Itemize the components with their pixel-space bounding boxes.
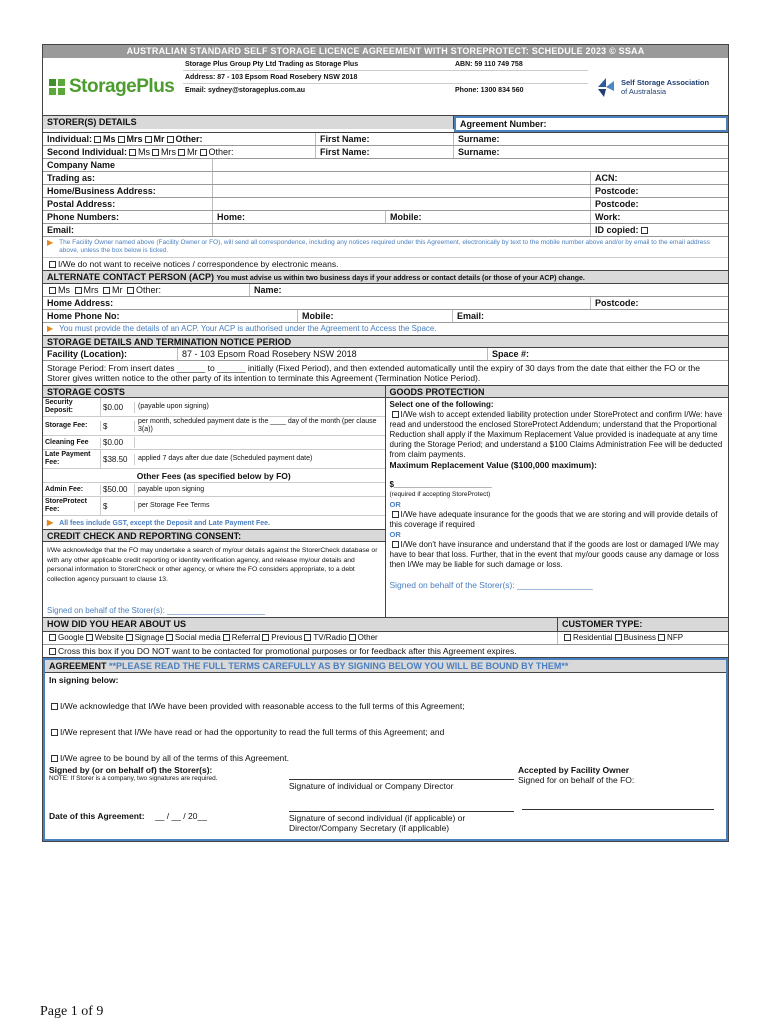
home-phone-field[interactable]: Home: <box>213 211 386 223</box>
company-abn: ABN: 59 110 749 758 <box>455 61 523 68</box>
fee-description: payable upon signing <box>138 485 205 493</box>
mrs-checkbox-2[interactable] <box>152 149 159 156</box>
fee-value[interactable]: $ <box>101 501 135 512</box>
hear-source-option[interactable] <box>260 633 302 642</box>
company-info <box>183 58 588 115</box>
mr-checkbox-2[interactable] <box>178 149 185 156</box>
storage-cost-row <box>43 436 385 450</box>
hear-source-option[interactable] <box>221 633 260 642</box>
hear-source-checkbox[interactable] <box>86 634 93 641</box>
in-signing-label: In signing below: <box>49 675 119 685</box>
hear-about-options <box>43 632 558 644</box>
ssaa-region: of Australasia <box>621 86 667 96</box>
signed-for-fo-label: Signed for on behalf of the FO: <box>518 775 635 785</box>
fee-value[interactable]: $38.50 <box>101 454 135 465</box>
hear-source-option[interactable] <box>47 633 84 642</box>
surname-field-2[interactable]: Surname: <box>458 147 500 157</box>
signed-by-label: Signed by (or on behalf of) the Storer(s): <box>49 765 213 775</box>
storer-details-heading: STORER(S) DETAILS <box>43 116 454 129</box>
gst-note: ▶ All fees include GST, except the Deposit and Late Payment Fee. <box>47 518 270 527</box>
hear-source-option-label: TV/Radio <box>313 633 347 642</box>
hear-source-option[interactable] <box>302 633 346 642</box>
ms-checkbox[interactable] <box>94 136 101 143</box>
hear-source-checkbox[interactable] <box>349 634 356 641</box>
goods-protection-heading: GOODS PROTECTION <box>386 385 729 398</box>
date-field[interactable]: __ / __ / 20__ <box>154 811 207 821</box>
other-fee-row <box>43 497 385 516</box>
space-field[interactable]: Space #: <box>492 349 530 359</box>
signature-line-1[interactable]: Signature of individual or Company Director <box>289 779 514 791</box>
ms-checkbox-2[interactable] <box>129 149 136 156</box>
storageplus-logo <box>43 58 183 115</box>
hear-about-heading: HOW DID YOU HEAR ABOUT US <box>43 618 558 631</box>
replacement-value-field[interactable]: $______________________ <box>389 480 492 489</box>
fee-value[interactable]: $50.00 <box>101 484 135 495</box>
storeprotect-checkbox[interactable] <box>392 411 399 418</box>
hear-source-checkbox[interactable] <box>304 634 311 641</box>
arrow-right-icon: ▶ <box>47 518 54 527</box>
first-name-field-2[interactable]: First Name: <box>316 146 454 158</box>
postal-address-label: Postal Address: <box>43 198 213 210</box>
acp-home-phone-field[interactable]: Home Phone No: <box>43 310 298 322</box>
email-label: Email: <box>43 224 213 236</box>
max-replacement-label: Maximum Replacement Value ($100,000 maximum): <box>389 460 597 470</box>
arrow-right-icon: ▶ <box>47 238 54 247</box>
customer-type-option-label: NFP <box>667 633 684 642</box>
page-number: Page 1 of 9 <box>40 1004 104 1019</box>
acp-titles: Ms Mrs Mr Other: <box>43 284 250 296</box>
or-label: OR <box>389 500 401 509</box>
customer-type-option-label: Residential <box>573 633 613 642</box>
licence-agreement-form <box>42 44 729 842</box>
credit-consent-text: I/We acknowledge that the FO may undertake a search of my/our details against the StorerCheck database or with any other applicable credit reporting or identity verification agency, and release my/our details and personal information to StorerCheck or other agency, or where the FO considers appropriate, to a debt collection agency pursuant to clause 13. <box>47 547 378 583</box>
agreement-item-2: I/We represent that I/We have read or had the opportunity to read the full terms of this Agreement; and <box>45 725 726 739</box>
customer-type-option[interactable] <box>656 633 683 642</box>
acp-ms-checkbox[interactable] <box>49 287 56 294</box>
hear-source-option-label: Google <box>58 633 84 642</box>
credit-signature-line[interactable]: Signed on behalf of the Storer(s): ______________________ <box>47 606 265 615</box>
storage-costs-column <box>43 385 386 617</box>
acp-name-field[interactable]: Name: <box>254 285 282 295</box>
insurance-checkbox[interactable] <box>392 511 399 518</box>
company-name-label: Company Name <box>43 159 213 171</box>
customer-type-heading: CUSTOMER TYPE: <box>558 618 728 631</box>
surname-field[interactable]: Surname: <box>458 134 500 144</box>
customer-type-option[interactable] <box>562 633 613 642</box>
represent-checkbox[interactable] <box>51 729 58 736</box>
fee-description: (payable upon signing) <box>138 403 209 410</box>
mrs-checkbox[interactable] <box>118 136 125 143</box>
promo-opt-out-checkbox[interactable] <box>49 648 56 655</box>
acp-email-field[interactable]: Email: <box>457 311 485 321</box>
ssaa-name: Self Storage Association <box>621 77 710 87</box>
acp-heading: ALTERNATE CONTACT PERSON (ACP) You must advise us within two business days if your address or contact details (or those of your ACP) change. <box>43 271 728 284</box>
storage-cost-row <box>43 450 385 469</box>
phone-numbers-label: Phone Numbers: <box>43 211 213 223</box>
first-name-field[interactable]: First Name: <box>316 133 454 145</box>
goods-signature-line[interactable]: Signed on behalf of the Storer(s): ________________ <box>389 580 593 590</box>
company-address: Address: 87 - 103 Epsom Road Rosebery NSW 2018 <box>185 74 358 81</box>
acknowledge-checkbox[interactable] <box>51 703 58 710</box>
individual-row: Individual: Ms Mrs Mr Other: <box>43 133 316 145</box>
company-name-field[interactable] <box>213 159 728 171</box>
acp-mobile-field[interactable]: Mobile: <box>298 310 453 322</box>
hear-source-option-label: Referral <box>231 633 261 642</box>
storage-cost-row <box>43 417 385 436</box>
agreement-item-1: I/We acknowledge that I/We have been provided with reasonable access to the full terms of this Agreement; <box>45 699 726 713</box>
storageplus-mark-icon <box>49 79 65 95</box>
fo-signature-line[interactable] <box>522 809 714 810</box>
electronic-notice: ▶ The Facility Owner named above (Facility Owner or FO), will send all correspondence, including any notices required under this Agreement, electronically by text to the mobile number above and/or by email to the email address above, unless the box below is ticked. <box>43 237 728 258</box>
storeprotect-option: I/We wish to accept extended liability protection under StoreProtect and confirm I/We: have read and understood the enclosed StoreProtect Addendum; understand that the Proportional Reduction shall apply if the Maximum Replacement Value provided is inadequate at any time during the Storage Period; and understand a $100 Claims Administration Fee will be deducted from claim payments. <box>389 410 723 459</box>
company-phone: Phone: 1300 834 560 <box>455 87 524 94</box>
company-header <box>43 58 728 116</box>
acp-mrs-checkbox[interactable] <box>75 287 82 294</box>
hear-source-option[interactable] <box>84 633 124 642</box>
hear-source-option-label: Signage <box>134 633 164 642</box>
hear-source-option[interactable] <box>164 633 221 642</box>
arrow-right-icon: ▶ <box>47 324 54 333</box>
fee-value[interactable]: $0.00 <box>101 437 135 448</box>
hear-source-checkbox[interactable] <box>262 634 269 641</box>
customer-type-options <box>558 632 728 644</box>
goods-protection-column <box>386 385 729 617</box>
insurance-option: I/We have adequate insurance for the goods that we are storing and will provide details of this coverage if required <box>389 510 718 529</box>
acp-notice: ▶ You must provide the details of an ACP. Your ACP is authorised under the Agreement to Access the Space. <box>47 324 437 333</box>
fee-description: per month, scheduled payment date is the ____ day of the month (per clause 3(a)) <box>138 418 377 433</box>
facility-label: Facility (Location): <box>43 348 178 360</box>
trading-as-label: Trading as: <box>43 172 213 184</box>
customer-type-option[interactable] <box>613 633 656 642</box>
signature-line-2[interactable]: Signature of second individual (if applicable) or Director/Company Secretary (if applicable) <box>289 811 514 833</box>
brand-name: StoragePlus <box>69 75 175 97</box>
fee-description <box>135 442 385 444</box>
home-address-label: Home/Business Address: <box>43 185 213 197</box>
company-signature-note: NOTE: If Storer is a company, two signatures are required. <box>49 775 218 782</box>
no-electronic-option: I/We do not want to receive notices / correspondence by electronic means. <box>43 258 728 271</box>
hear-source-option[interactable] <box>124 633 164 642</box>
hear-source-checkbox[interactable] <box>223 634 230 641</box>
company-email: Email: sydney@storageplus.com.au <box>185 87 306 94</box>
fee-description: applied 7 days after due date (Scheduled payment date) <box>138 455 313 462</box>
second-individual-row: Second Individual: Ms Mrs Mr Other: <box>43 146 316 158</box>
customer-type-checkbox[interactable] <box>615 634 622 641</box>
fee-label: Storage Fee: <box>43 421 101 431</box>
home-address-field[interactable] <box>213 185 591 197</box>
agreement-item-3: I/We agree to be bound by all of the terms of this Agreement. <box>45 751 726 765</box>
promo-opt-out: Cross this box if you DO NOT want to be contacted for promotional purposes or for feedback after this Agreement expires. <box>43 645 728 658</box>
id-copied-label: ID copied: <box>595 225 639 235</box>
hear-source-checkbox[interactable] <box>49 634 56 641</box>
required-note: (required if accepting StoreProtect) <box>389 491 491 498</box>
storage-costs-heading: STORAGE COSTS <box>43 385 385 398</box>
mobile-field[interactable]: Mobile: <box>386 211 591 223</box>
hear-source-option[interactable] <box>347 633 378 642</box>
no-insurance-checkbox[interactable] <box>392 541 399 548</box>
acp-postcode-field[interactable]: Postcode: <box>595 298 639 308</box>
customer-type-option-label: Business <box>623 633 657 642</box>
acp-home-address-field[interactable]: Home Address: <box>43 297 591 309</box>
ssaa-emblem-icon <box>594 75 618 99</box>
credit-check-heading: CREDIT CHECK AND REPORTING CONSENT: <box>43 529 385 542</box>
customer-type-checkbox[interactable] <box>658 634 665 641</box>
storage-details-heading: STORAGE DETAILS AND TERMINATION NOTICE PERIOD <box>43 335 728 348</box>
agreement-number-field[interactable]: Agreement Number: <box>454 116 728 132</box>
fee-label: StoreProtect Fee: <box>43 497 101 515</box>
postcode-field[interactable]: Postcode: <box>595 186 639 196</box>
trading-as-field[interactable] <box>213 172 591 184</box>
fee-value[interactable]: $ <box>101 421 135 432</box>
mr-checkbox[interactable] <box>145 136 152 143</box>
storage-cost-row <box>43 398 385 417</box>
fee-description: per Storage Fee Terms <box>138 502 210 509</box>
hear-source-checkbox[interactable] <box>166 634 173 641</box>
hear-source-option-label: Previous <box>271 633 303 642</box>
fee-label: Security Deposit: <box>43 398 101 416</box>
company-name-line: Storage Plus Group Pty Ltd Trading as Storage Plus <box>185 61 359 68</box>
other-checkbox-2[interactable] <box>200 149 207 156</box>
hear-source-checkbox[interactable] <box>126 634 133 641</box>
storage-period-text: Storage Period: From insert dates ______ to ______ initially (Fixed Period), and then extended automatically until the expiry of 30 days from the date that either the FO or the Storer gives written notice to the other party of its intention to terminate this Agreement (Termination Notice Period). <box>47 363 700 383</box>
agree-checkbox[interactable] <box>51 755 58 762</box>
other-checkbox[interactable] <box>167 136 174 143</box>
document-title: AUSTRALIAN STANDARD SELF STORAGE LICENCE AGREEMENT WITH STOREPROTECT: SCHEDULE 2023 © SSAA <box>43 45 728 58</box>
hear-source-option-label: Social media <box>174 633 221 642</box>
id-copied-checkbox[interactable] <box>641 227 648 234</box>
date-label: Date of this Agreement: <box>49 811 145 821</box>
acp-other-checkbox[interactable] <box>127 287 134 294</box>
email-field[interactable] <box>213 224 591 236</box>
no-insurance-option: I/We don't have insurance and understand that if the goods are lost or damaged I/We may have to bear that loss. Further, that in the event that my/our goods cause any damage or loss then I/We may be liable for such damage or loss. <box>389 540 720 569</box>
agreement-heading: AGREEMENT **PLEASE READ THE FULL TERMS CAREFULLY AS BY SIGNING BELOW YOU WILL BE BOUND BY THEM** <box>45 660 726 673</box>
postal-postcode-field[interactable]: Postcode: <box>595 199 639 209</box>
fee-label: Late Payment Fee: <box>43 450 101 468</box>
other-fee-row <box>43 483 385 497</box>
fee-label: Admin Fee: <box>43 485 101 495</box>
acp-mr-checkbox[interactable] <box>103 287 110 294</box>
other-fees-heading: Other Fees (as specified below by FO) <box>43 469 385 483</box>
no-electronic-checkbox[interactable] <box>49 261 56 268</box>
ssaa-logo <box>588 58 728 115</box>
agreement-section <box>43 658 728 841</box>
acn-field[interactable]: ACN: <box>595 173 618 183</box>
fee-label: Cleaning Fee <box>43 438 101 448</box>
accepted-by-label: Accepted by Facility Owner <box>518 765 630 775</box>
hear-source-option-label: Other <box>357 633 378 642</box>
facility-value: 87 - 103 Epsom Road Rosebery NSW 2018 <box>178 348 488 360</box>
hear-source-option-label: Website <box>94 633 124 642</box>
postal-address-field[interactable] <box>213 198 591 210</box>
select-one-label: Select one of the following: <box>389 400 494 409</box>
customer-type-checkbox[interactable] <box>564 634 571 641</box>
or-label-2: OR <box>389 530 401 539</box>
work-phone-field[interactable]: Work: <box>595 212 621 222</box>
fee-value[interactable]: $0.00 <box>101 402 135 413</box>
